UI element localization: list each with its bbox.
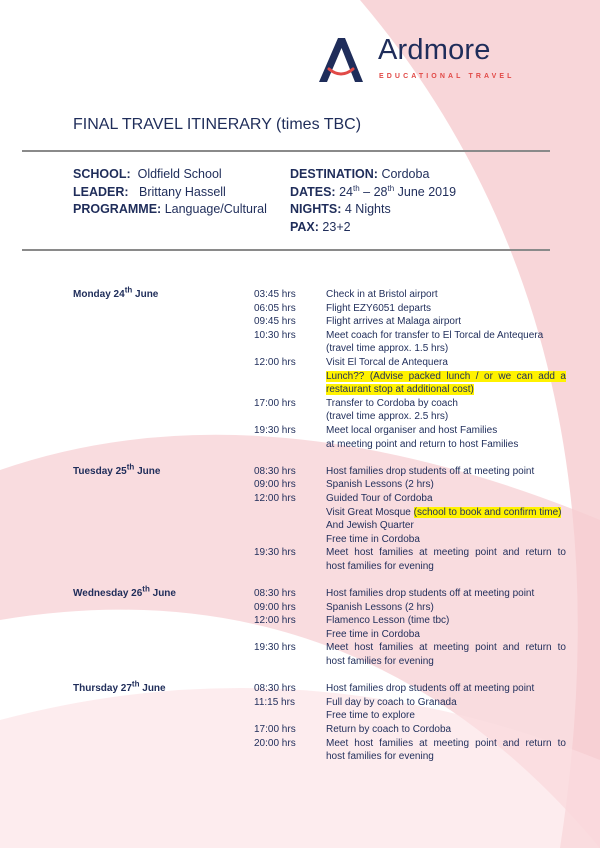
day-sup: th bbox=[124, 285, 133, 295]
day-month: June bbox=[134, 465, 161, 477]
activity-text: Host families drop students off at meeting point bbox=[326, 588, 535, 600]
schedule-activity bbox=[326, 709, 566, 723]
schedule-time: 08:30 hrs bbox=[254, 588, 296, 600]
schedule-activity bbox=[326, 506, 566, 520]
day-name: Wednesday 26 bbox=[73, 588, 143, 600]
schedule-activity bbox=[326, 424, 566, 438]
schedule-activity bbox=[326, 696, 566, 710]
leader-value: Brittany Hassell bbox=[138, 184, 226, 199]
activity-text: Visit El Torcal de Antequera bbox=[326, 356, 448, 368]
schedule-row bbox=[0, 533, 600, 547]
activity-text: Full day by coach to Granada bbox=[326, 696, 457, 708]
schedule-row bbox=[0, 492, 600, 506]
day-name: Thursday 27 bbox=[73, 683, 132, 695]
schedule-activity bbox=[326, 342, 566, 356]
activity-text: Meet local organiser and host Families bbox=[326, 424, 498, 436]
pax-label: PAX: bbox=[290, 219, 319, 234]
schedule-time: 09:00 hrs bbox=[254, 601, 296, 613]
schedule-activity bbox=[326, 601, 566, 615]
school-value: Oldfield School bbox=[137, 167, 222, 181]
pax-line bbox=[290, 219, 456, 237]
activity-text: Meet host families at meeting point and return to bbox=[326, 642, 566, 654]
activity-text: And Jewish Quarter bbox=[326, 520, 414, 532]
schedule-activity bbox=[326, 465, 566, 479]
schedule-activity bbox=[326, 383, 566, 397]
day-sup: th bbox=[126, 462, 135, 472]
schedule-activity bbox=[326, 356, 566, 370]
schedule-time: 08:30 hrs bbox=[254, 465, 296, 477]
dates-separator: – 28 bbox=[359, 184, 388, 199]
programme-label: PROGRAMME: bbox=[73, 202, 162, 216]
schedule-activity bbox=[326, 288, 566, 302]
activity-text: Spanish Lessons (2 hrs) bbox=[326, 479, 434, 491]
day-heading bbox=[73, 462, 161, 479]
schedule-time: 12:00 hrs bbox=[254, 356, 296, 368]
dates-start: 24 bbox=[339, 184, 353, 199]
schedule-row bbox=[0, 329, 600, 343]
activity-text: (travel time approx. 1.5 hrs) bbox=[326, 343, 449, 355]
schedule-activity bbox=[326, 302, 566, 316]
schedule-time: 09:00 hrs bbox=[254, 479, 296, 491]
dates-label: DATES: bbox=[290, 184, 336, 199]
schedule-row bbox=[0, 397, 600, 411]
activity-text: Meet coach for transfer to El Torcal de Antequera bbox=[326, 329, 544, 341]
schedule-activity bbox=[326, 628, 566, 642]
schedule-activity bbox=[326, 533, 566, 547]
leader-label: LEADER: bbox=[73, 184, 129, 199]
dates-rest: June 2019 bbox=[394, 184, 457, 199]
schedule-row bbox=[0, 315, 600, 329]
day-spacer bbox=[0, 573, 600, 587]
nights-value: 4 Nights bbox=[344, 202, 391, 216]
schedule-activity bbox=[326, 329, 566, 343]
activity-text: Flamenco Lesson (time tbc) bbox=[326, 615, 450, 627]
day-sup: th bbox=[142, 584, 150, 594]
day-name: Tuesday 25 bbox=[73, 465, 127, 477]
trip-info-right bbox=[290, 166, 456, 236]
schedule-row bbox=[0, 302, 600, 316]
schedule-row bbox=[0, 750, 600, 764]
activity-text: Free time in Cordoba bbox=[326, 628, 420, 640]
schedule-row bbox=[0, 696, 600, 710]
schedule-activity bbox=[326, 370, 566, 384]
nights-label: NIGHTS: bbox=[290, 202, 342, 216]
activity-text: Transfer to Cordoba by coach bbox=[326, 397, 458, 409]
schedule-activity bbox=[326, 614, 566, 628]
activity-text: Visit Great Mosque bbox=[326, 506, 414, 518]
school-label: SCHOOL: bbox=[73, 167, 131, 181]
activity-text: Spanish Lessons (2 hrs) bbox=[326, 601, 434, 613]
schedule-time: 19:30 hrs bbox=[254, 424, 296, 436]
schedule-activity bbox=[326, 492, 566, 506]
destination-label: DESTINATION: bbox=[290, 167, 378, 181]
bottom-divider bbox=[22, 249, 550, 251]
schedule-time: 10:30 hrs bbox=[254, 329, 296, 341]
schedule-activity bbox=[326, 438, 566, 452]
schedule-row bbox=[0, 285, 600, 302]
schedule-activity bbox=[326, 587, 566, 601]
activity-text: (travel time approx. 2.5 hrs) bbox=[326, 411, 449, 423]
activity-text: Free time in Cordoba bbox=[326, 533, 420, 545]
school-line bbox=[73, 166, 267, 184]
schedule-row bbox=[0, 356, 600, 370]
schedule-time: 06:05 hrs bbox=[254, 302, 296, 314]
schedule-activity bbox=[326, 519, 566, 533]
schedule-row bbox=[0, 383, 600, 397]
schedule-time: 20:00 hrs bbox=[254, 737, 296, 749]
activity-highlight-note: (school to book and confirm time) bbox=[413, 506, 562, 518]
programme-value: Language/Cultural bbox=[164, 202, 267, 216]
schedule-row bbox=[0, 628, 600, 642]
day-sup: th bbox=[131, 679, 140, 689]
top-divider bbox=[22, 150, 550, 152]
schedule-row bbox=[0, 438, 600, 452]
activity-text: host families for evening bbox=[326, 751, 434, 763]
brand-logo bbox=[316, 36, 536, 86]
dates-start-sup: th bbox=[353, 183, 360, 193]
schedule-row bbox=[0, 584, 600, 601]
schedule-time: 08:30 hrs bbox=[254, 683, 296, 695]
trip-info-left bbox=[73, 166, 267, 219]
schedule-row bbox=[0, 506, 600, 520]
page-title: FINAL TRAVEL ITINERARY (times TBC) bbox=[73, 116, 362, 133]
schedule-activity bbox=[326, 682, 566, 696]
day-month: June bbox=[149, 588, 176, 600]
schedule-activity bbox=[326, 546, 566, 560]
schedule-time: 03:45 hrs bbox=[254, 289, 296, 300]
schedule-row bbox=[0, 737, 600, 751]
activity-text: Flight EZY6051 departs bbox=[326, 302, 432, 314]
brand-name: Ardmore bbox=[378, 34, 491, 66]
activity-text: host families for evening bbox=[326, 560, 434, 572]
activity-text: Meet host families at meeting point and return to bbox=[326, 547, 566, 559]
day-heading bbox=[73, 584, 176, 601]
activity-text: host families for evening bbox=[326, 656, 434, 668]
destination-line bbox=[290, 166, 456, 184]
schedule-time: 11:15 hrs bbox=[254, 696, 295, 708]
day-heading bbox=[73, 285, 159, 302]
pax-value: 23+2 bbox=[322, 219, 351, 234]
schedule-row bbox=[0, 723, 600, 737]
dates-line bbox=[290, 184, 456, 202]
schedule-activity bbox=[326, 410, 566, 424]
schedule-row bbox=[0, 410, 600, 424]
schedule-activity bbox=[326, 655, 566, 669]
day-spacer bbox=[0, 669, 600, 683]
activity-text: Meet host families at meeting point and return to bbox=[326, 737, 566, 749]
day-heading bbox=[73, 679, 166, 696]
schedule-row bbox=[0, 679, 600, 696]
itinerary-schedule bbox=[0, 285, 600, 764]
schedule-row bbox=[0, 519, 600, 533]
schedule-activity bbox=[326, 478, 566, 492]
nights-line bbox=[290, 201, 456, 219]
day-spacer bbox=[0, 451, 600, 465]
schedule-time: 17:00 hrs bbox=[254, 724, 296, 735]
activity-text: Host families drop students off at meeting point bbox=[326, 465, 535, 477]
activity-text: Free time to explore bbox=[326, 710, 415, 722]
schedule-row bbox=[0, 601, 600, 615]
schedule-row bbox=[0, 478, 600, 492]
schedule-time: 19:30 hrs bbox=[254, 642, 296, 654]
activity-text: Return by coach to Cordoba bbox=[326, 724, 452, 735]
schedule-time: 12:00 hrs bbox=[254, 492, 296, 504]
dates-end-sup: th bbox=[387, 183, 395, 193]
schedule-activity bbox=[326, 560, 566, 574]
day-month: June bbox=[139, 683, 166, 695]
schedule-activity bbox=[326, 737, 566, 751]
schedule-row bbox=[0, 462, 600, 479]
schedule-time: 17:00 hrs bbox=[254, 397, 296, 409]
schedule-time: 12:00 hrs bbox=[254, 615, 296, 627]
activity-text: Host families drop students off at meeting point bbox=[326, 683, 535, 695]
schedule-row bbox=[0, 614, 600, 628]
schedule-row bbox=[0, 641, 600, 655]
leader-line bbox=[73, 184, 267, 202]
schedule-row bbox=[0, 342, 600, 356]
schedule-activity bbox=[326, 723, 566, 737]
activity-text: Check in at Bristol airport bbox=[326, 289, 438, 300]
day-name: Monday 24 bbox=[73, 289, 125, 300]
schedule-activity bbox=[326, 315, 566, 329]
schedule-row bbox=[0, 424, 600, 438]
programme-line bbox=[73, 201, 267, 219]
activity-text: Guided Tour of Cordoba bbox=[326, 492, 433, 504]
schedule-time: 19:30 hrs bbox=[254, 547, 296, 559]
schedule-row bbox=[0, 560, 600, 574]
schedule-row bbox=[0, 370, 600, 384]
destination-value: Cordoba bbox=[381, 167, 430, 181]
schedule-row bbox=[0, 546, 600, 560]
brand-tagline: EDUCATIONAL TRAVEL bbox=[379, 73, 515, 80]
activity-text: at meeting point and return to host Families bbox=[326, 438, 519, 450]
activity-text: Lunch?? (Advise packed lunch / or we can add a bbox=[326, 370, 566, 382]
schedule-activity bbox=[326, 641, 566, 655]
activity-text: Flight arrives at Malaga airport bbox=[326, 316, 462, 328]
schedule-activity bbox=[326, 750, 566, 764]
ardmore-logo-icon bbox=[316, 36, 364, 84]
day-month: June bbox=[132, 289, 159, 300]
schedule-row bbox=[0, 709, 600, 723]
schedule-row bbox=[0, 655, 600, 669]
schedule-time: 09:45 hrs bbox=[254, 316, 296, 328]
schedule-activity bbox=[326, 397, 566, 411]
activity-text: restaurant stop at additional cost) bbox=[326, 384, 474, 396]
